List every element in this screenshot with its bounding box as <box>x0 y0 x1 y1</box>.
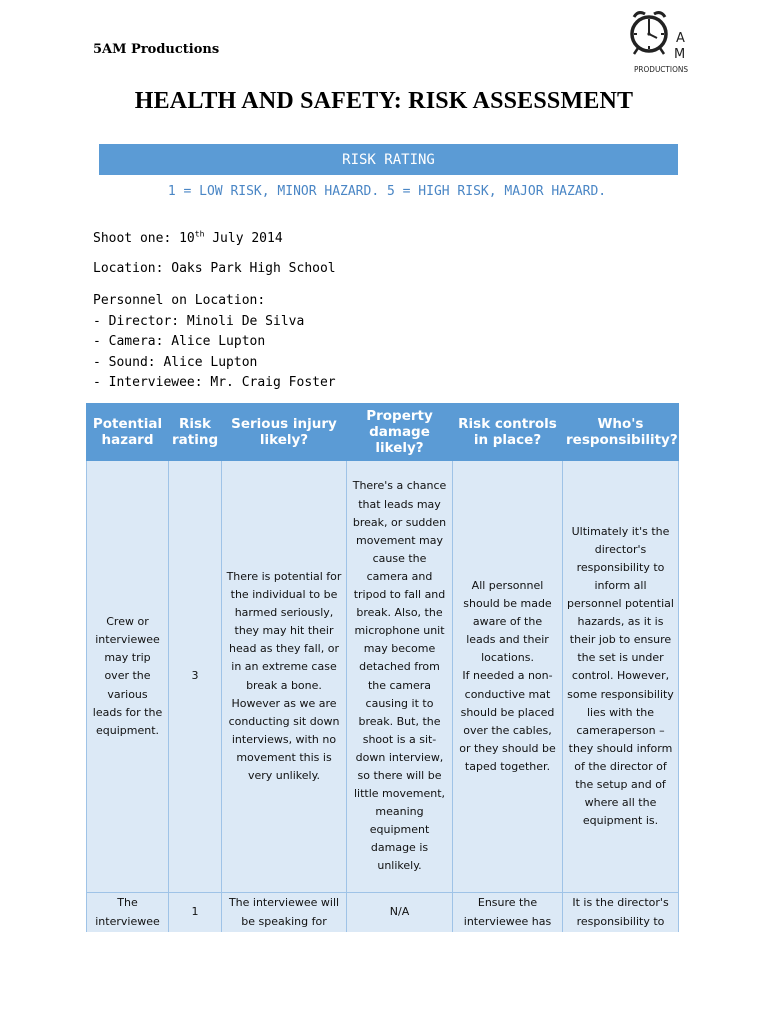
cell-responsibility: It is the director's responsibility to <box>563 893 679 933</box>
cell-controls: All personnel should be made aware of the leads and their locations. If needed a non-conductive mat should be placed over the cables, or they should be taped together. <box>453 461 563 893</box>
cell-injury: There is potential for the individual to be harmed seriously, they may hit their head as they fall, or in an extreme case break a bone. However as we are conducting sit down interviews, with no movement this is very unlikely. <box>222 461 347 893</box>
header-responsibility: Who's responsibility? <box>563 404 679 461</box>
cell-controls: Ensure the interviewee has <box>453 893 563 933</box>
cell-hazard: The interviewee <box>87 893 169 933</box>
cell-injury: The interviewee will be speaking for <box>222 893 347 933</box>
logo-m: M <box>674 47 686 62</box>
shoot-superscript: th <box>194 229 205 239</box>
page-title: HEALTH AND SAFETY: RISK ASSESSMENT <box>134 88 634 114</box>
shoot-suffix: July 2014 <box>204 231 283 246</box>
header-risk-controls: Risk controls in place? <box>453 404 563 461</box>
cell-damage: N/A <box>347 893 453 933</box>
risk-rating-heading-text: RISK RATING <box>342 151 435 168</box>
table-row <box>87 893 679 933</box>
logo-a: A <box>676 31 685 46</box>
risk-table <box>86 403 679 932</box>
risk-rating-heading <box>99 144 678 175</box>
cell-damage: There's a chance that leads may break, or sudden movement may cause the camera and tripod to fall and break. Also, the microphone unit may become detached from the camera causing it to break. But, the shoot is a sit-down interview, so there will be little movement, meaning equipment damage is unlikely. <box>347 461 453 893</box>
risk-table-container <box>86 403 680 932</box>
cell-responsibility: Ultimately it's the director's responsibility to inform all personnel potential hazards, as it is their job to ensure the set is under control. However, some responsibility lies with the cameraperson – they should inform of the director of the setup and of where all the equipment is. <box>563 461 679 893</box>
header-property-damage: Property damage likely? <box>347 404 453 461</box>
shoot-date <box>93 231 283 246</box>
personnel-list: Personnel on Location: - Director: Minoli De Silva - Camera: Alice Lupton - Sound: Alice Lupton - Interviewee: Mr. Craig Foster <box>93 293 336 390</box>
shoot-prefix: Shoot one: 10 <box>93 231 195 246</box>
cell-rating: 3 <box>169 461 222 893</box>
cell-rating: 1 <box>169 893 222 933</box>
table-header-row <box>87 404 679 461</box>
table-row <box>87 461 679 893</box>
header-risk-rating: Risk rating <box>169 404 222 461</box>
logo-sub: PRODUCTIONS <box>634 65 688 74</box>
alarm-clock-icon <box>628 8 692 78</box>
header-potential-hazard: Potential hazard <box>87 404 169 461</box>
location: Location: Oaks Park High School <box>93 261 336 276</box>
cell-hazard: Crew or interviewee may trip over the various leads for the equipment. <box>87 461 169 893</box>
risk-rating-description: 1 = LOW RISK, MINOR HAZARD. 5 = HIGH RISK, MAJOR HAZARD. <box>167 184 607 199</box>
header-serious-injury: Serious injury likely? <box>222 404 347 461</box>
company-name: 5AM Productions <box>93 42 220 57</box>
logo <box>628 8 692 78</box>
